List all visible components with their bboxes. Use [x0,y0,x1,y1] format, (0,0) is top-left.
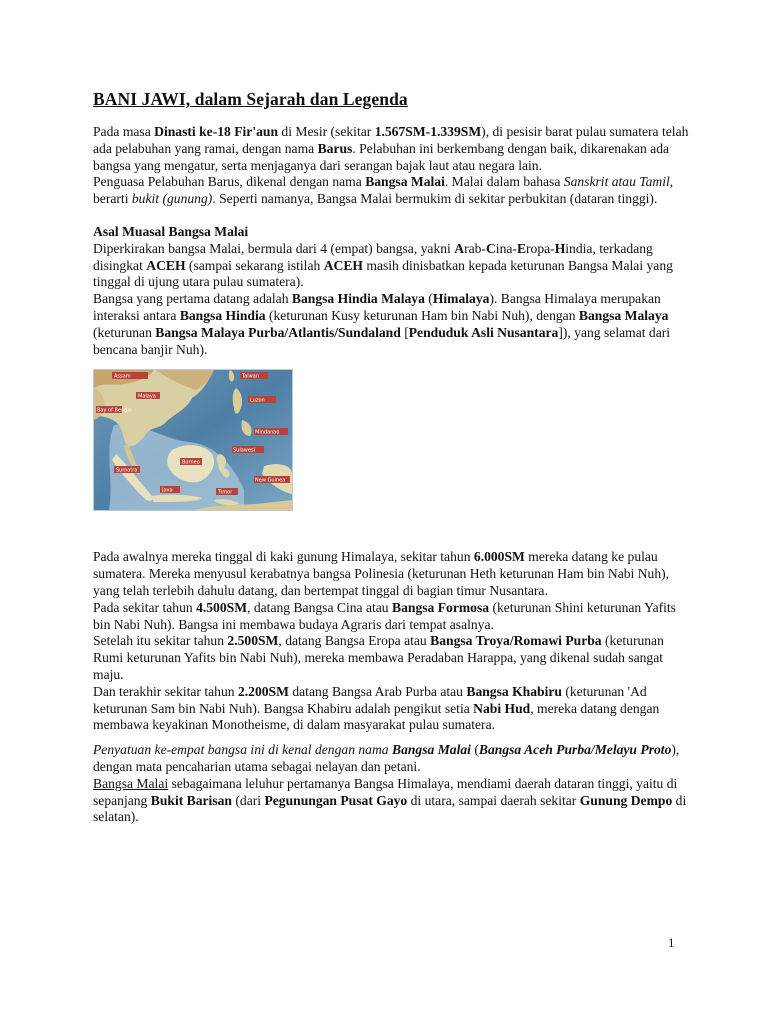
italic-text: Penyatuan ke-empat bangsa ini di kenal dengan nama [93,742,392,758]
map-label: Assam [114,373,131,380]
text: Pada sekitar tahun [93,599,197,615]
paragraph-dinasti [93,124,693,174]
bold-text: 6.000SM [473,549,525,565]
bold-text: Himalaya [432,291,490,307]
bold-text: 2.500SM [227,633,279,649]
bold-text: Bangsa Malaya Purba/Atlantis/Sundaland [155,324,401,340]
bold-text: Nabi Hud [473,700,531,716]
paragraph-awalnya [93,549,693,599]
section-heading-asal: Asal Muasal Bangsa Malai [93,223,249,239]
text: Diperkirakan bangsa Malai, bermula dari 4 (empat) bangsa, yakni [93,240,455,256]
map-label: Mindanao [255,429,280,436]
paragraph-penguasa [93,174,693,208]
text: Penguasa Pelabuhan Barus, dikenal dengan nama [93,174,366,190]
map-label: Taiwan [242,373,260,380]
bold-text: Bangsa Hindia [179,307,266,323]
map-label: Timor [218,489,233,496]
text: , datang Bangsa Eropa atau [278,633,431,649]
text: ]), yang selamat dari bencana banjir Nuh). [93,324,671,357]
text: , datang Bangsa Cina atau [247,599,393,615]
bold-text: Penduduk Asli Nusantara [408,324,559,340]
map-label: Bay of Bengal [97,407,132,414]
paragraph-cina [93,600,693,634]
text: Setelah itu sekitar tahun [93,633,228,649]
bold-text: Bukit Barisan [150,792,232,808]
italic-text: bukit (gunung) [131,191,213,207]
text: (dari [231,792,265,808]
text: ), di pesisir barat pulau sumatera telah ada pelabuhan yang ramai, dengan nama [93,124,689,156]
bold-text: Bangsa Formosa [392,599,490,615]
text: . Malai dalam bahasa [444,174,564,190]
text: ropa- [526,240,555,256]
text: (sampai sekarang istilah [185,257,324,273]
bold-text: Dinasti ke-18 Fir'aun [154,124,279,139]
bold-text: Bangsa Hindia Malaya [291,291,425,307]
text: Pada awalnya mereka tinggal di kaki gunung Himalaya, sekitar tahun [93,549,474,565]
bold-text: Barus [317,140,353,156]
document-page [93,88,693,826]
bold-text: 1.567SM-1.339SM [374,124,482,139]
text: (keturunan [93,324,156,340]
text: , mereka datang dengan membawa keyakinan Monotheisme, di dalam masyarakat pulau sumatera. [93,700,660,733]
bold-text: A [454,240,465,256]
text: , berarti [93,174,674,207]
map-label: Sulawesi [233,447,255,454]
text: ( [470,742,479,758]
text: Bangsa yang pertama datang adalah [93,291,292,307]
text: rab- [464,240,486,256]
bold-text: E [516,240,527,256]
bold-text: Gunung Dempo [579,792,673,808]
map-label: New Guinea [255,477,286,484]
underlined-text: Bangsa Malai [93,775,169,791]
map-label: Malaya [138,393,156,400]
bold-text: H [554,240,566,256]
bold-text: Bangsa Khabiru [466,683,562,699]
paragraph-bukit-barisan [93,776,693,826]
paragraph-arab [93,684,693,734]
paragraph-penyatuan [93,742,693,776]
southeast-asia-map [93,369,293,511]
paragraph-asal [93,241,693,291]
text: (keturunan 'Ad keturunan Sam bin Nabi Nuh). Bangsa Khabiru adalah pengikut setia [93,683,647,716]
text: mereka datang ke pulau sumatera. Mereka menyusul kerabatnya bangsa Polinesia (keturunan Heth keturunan Ham bin Nabi Nuh), yang telah terlebih dahulu datang, dan bertempat tinggal di bagian timur Nusantara. [93,549,670,598]
bold-text: 4.500SM [196,599,248,615]
text: ). Bangsa Himalaya merupakan interaksi antara [93,291,661,323]
bold-text: C [485,240,496,256]
map-label: Luzon [250,397,265,404]
text: (keturunan Rumi keturunan Yafits bin Nabi Nuh), mereka membawa Peradaban Harappa, yang dikenal sudah sangat maju. [93,633,664,682]
bold-text: 2.200SM [237,683,289,699]
bold-italic-text: Bangsa Malai [392,742,471,758]
text: Pada masa [93,124,155,139]
map-graphic [94,370,292,510]
text: masih dinisbatkan kepada keturunan Bangsa Malai yang tinggal di ujung utara pulau sumatera). [93,257,673,290]
bold-text: Bangsa Troya/Romawi Purba [430,633,602,649]
italic-text: Sanskrit atau Tamil [563,174,670,190]
text: sebagaimana leluhur pertamanya Bangsa Himalaya, mendiami daerah dataran tinggi, yaitu di sepanjang [93,775,678,808]
text: ( [424,291,433,307]
page-title: BANI JAWI, dalam Sejarah dan Legenda [93,89,408,109]
text: india, terkadang disingkat [93,240,653,273]
bold-text: Bangsa Malaya [578,307,669,323]
bold-text: ACEH [323,257,363,273]
text: di utara, sampai daerah sekitar [407,792,580,808]
text: ), dengan mata pencaharian utama sebagai nelayan dan petani. [93,742,680,774]
text: . Seperti namanya, Bangsa Malai bermukim di sekitar perbukitan (dataran tinggi). [212,191,658,207]
text: ina- [495,240,517,256]
text: Dan terakhir sekitar tahun [93,683,238,699]
bold-text: Bangsa Malai [365,174,445,190]
bold-italic-text: Bangsa Aceh Purba/Melayu Proto [478,742,672,758]
text: [ [400,324,409,340]
text: (keturunan Kusy keturunan Ham bin Nabi Nuh), dengan [265,307,579,323]
text: di Mesir (sekitar [278,124,375,139]
bold-text: Pegunungan Pusat Gayo [264,792,408,808]
paragraph-himalaya [93,291,693,358]
text: (keturunan Shini keturunan Yafits bin Nabi Nuh). Bangsa ini membawa budaya Agraris dari tempat asalnya. [93,599,676,632]
paragraph-eropa [93,633,693,683]
map-label: Borneo [182,459,200,466]
text: datang Bangsa Arab Purba atau [288,683,467,699]
text: . Pelabuhan ini berkembang dengan baik, dikarenakan ada bangsa yang mengatur, serta menjaganya dari serangan bajak laut atau negara lain. [93,140,670,173]
map-label: Java [162,487,173,494]
bold-text: ACEH [146,257,186,273]
page-number: 1 [668,935,675,950]
text: di selatan). [93,792,687,825]
map-label: Sumatra [116,467,138,474]
